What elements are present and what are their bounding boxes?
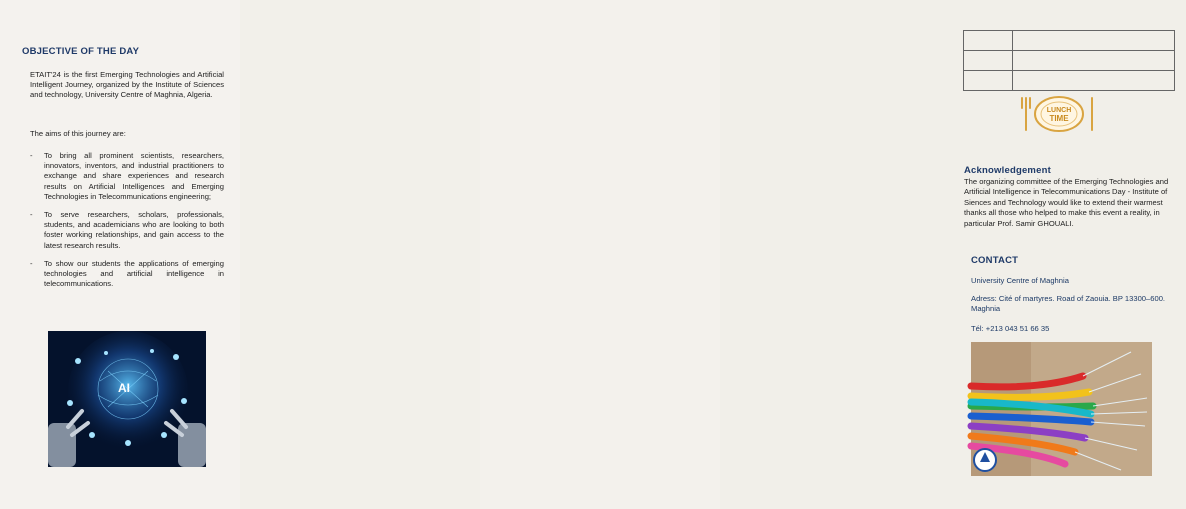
right-panel	[480, 0, 1169, 509]
middle-panel	[240, 0, 480, 509]
table-row	[964, 51, 1175, 71]
table-cell	[1013, 71, 1175, 91]
ai-robot-image	[48, 331, 206, 467]
blank-table	[963, 30, 1175, 91]
bullet-dash-icon: -	[30, 258, 33, 268]
table-cell	[964, 51, 1013, 71]
aim-item	[28, 259, 224, 290]
table-row	[964, 31, 1175, 51]
lunch-time-logo	[1020, 94, 1098, 134]
aim-item	[28, 210, 224, 251]
table-row	[964, 71, 1175, 91]
ai-image-label: AI	[118, 381, 130, 395]
optical-fiber-cables-image	[971, 342, 1152, 476]
bullet-dash-icon: -	[30, 151, 33, 160]
aim-item	[28, 151, 224, 202]
left-panel	[0, 0, 240, 509]
bullet-dash-icon: -	[30, 210, 33, 220]
contact-organization: University Centre of Maghnia	[971, 276, 1069, 285]
aim-text: To serve researchers, scholars, professionals, students, and academicians who are looking to both foster working relationships, and gain access to the latest research results.	[44, 210, 224, 250]
objective-title: OBJECTIVE OF THE DAY	[22, 46, 140, 57]
contact-title: CONTACT	[971, 255, 1019, 266]
aim-text: To bring all prominent scientists, researchers, innovators, inventors, and industrial practitioners to exchange and share experiences and research results on Artificial Intelligences and Emerging Technologies in Telecommunications engineering;	[44, 151, 224, 201]
acknowledgement-title: Acknowledgement	[964, 165, 1051, 176]
intro-paragraph: ETAIT'24 is the first Emerging Technologies and Artificial Intelligent Journey, organized by the Institute of Sciences and technology, University Centre of Maghnia, Algeria.	[30, 70, 224, 100]
acknowledgement-text: The organizing committee of the Emerging Technologies and Artificial Intelligence in Telecommunications Day - Institute of Siences and Technology would like to extend their warmest thanks all those who helped to make this event a reality, in particular Prof. Samir GHOUALI.	[964, 177, 1169, 228]
svg-text:LUNCH: LUNCH	[1046, 107, 1072, 114]
contact-address: Adress: Cité of martyres. Road of Zaouia. BP 13300–600. Maghnia	[971, 294, 1166, 314]
table-cell	[964, 31, 1013, 51]
table-cell	[1013, 31, 1175, 51]
contact-phone: Tél: +213 043 51 66 35	[971, 324, 1050, 333]
aims-label: The aims of this journey are:	[30, 129, 126, 138]
table-cell	[964, 71, 1013, 91]
aims-list	[28, 151, 224, 297]
aim-text: To show our students the applications of emerging technologies and artificial intelligence in telecommunications.	[44, 258, 224, 289]
table-cell	[1013, 51, 1175, 71]
svg-text:TIME: TIME	[1049, 114, 1069, 123]
